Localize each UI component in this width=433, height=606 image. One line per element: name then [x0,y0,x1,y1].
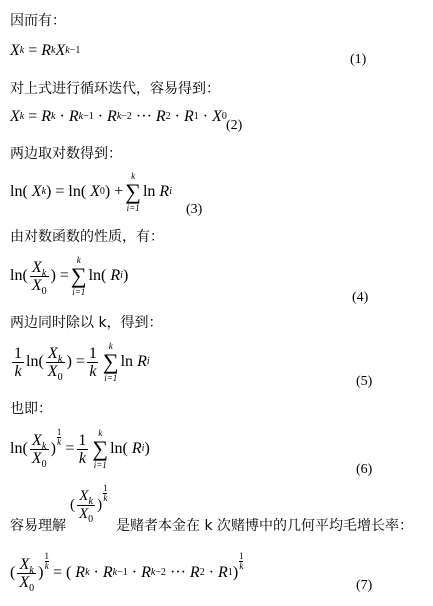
text-line-2: 对上式进行循环迭代，容易得到： [10,81,220,97]
exponent-1-over-k: 1 k [239,550,244,571]
equation-7: ( $\frac{X_k}{X_0}$ ) 1 k = ( R k · R k−1 · R k−2 ··· R 2 · R 1 ) 1 k [10,550,244,594]
summation-symbol: k ∑ i=1 [70,255,87,297]
text-line-7b: 是赌者本金在 k 次赌博中的几何平均毛增长率： [116,518,414,534]
equation-number-5: (5) [356,374,373,389]
equation-number-6: (6) [356,462,373,477]
equation-2: X k = R k · R k−1 · R k−2 ··· R 2 · R 1 · X 0 [10,108,227,125]
inline-expression: ( $\frac{X_k}{X_0}$ ) 1 k [70,483,108,525]
equation-number-7: (7) [356,578,373,593]
exponent-1-over-k: 1 k [56,426,62,447]
exponent-1-over-k: 1 k [103,483,108,503]
equation-6: ln( $\frac{X_k}{X_0}$ ) 1 k = $\frac{1}{k}$ k ∑ i=1 ln( R i ) [10,426,150,470]
fraction-xk-x0: $\frac{X_k}{X_0}$ [31,258,47,297]
equation-5: $\frac{1}{k}$ ln( $\frac{X_k}{X_0}$ ) = $\frac{1}{k}$ k ∑ i=1 ln R i [14,341,150,383]
fraction-xk-x0: $\frac{X_k}{X_0}$ [79,488,94,525]
equation-number-4: (4) [352,290,369,305]
fraction-xk-x0: $\frac{X_k}{X_0}$ [31,431,47,470]
exponent-1-over-k: 1 k [44,550,49,571]
text-line-1: 因而有： [10,13,66,29]
text-line-6: 也即： [10,401,52,417]
summation-symbol: k ∑ i=1 [125,171,141,213]
text-line-3: 两边取对数得到： [10,146,122,162]
fraction-1-k: $\frac{1}{k}$ [78,431,87,467]
summation-symbol: k ∑ i=1 [102,341,119,383]
text-line-7a: 容易理解 [10,518,66,534]
fraction-1-k: $\frac{1}{k}$ [88,344,97,380]
text-line-5: 两边同时除以 k，得到： [10,315,163,331]
equation-number-1: (1) [350,52,367,67]
summation-symbol: k ∑ i=1 [92,428,109,470]
fraction-xk-x0: $\frac{X_k}{X_0}$ [47,344,63,383]
equation-1: X k = R k X k−1 [10,42,81,59]
text-line-4: 由对数函数的性质，有： [10,229,164,245]
fraction-xk-x0: $\frac{X_k}{X_0}$ [19,555,35,594]
equation-number-3: (3) [186,202,203,217]
equation-3: ln( X k ) = ln( X 0 ) + k ∑ i=1 ln R i [10,171,172,213]
fraction-1-k: $\frac{1}{k}$ [14,344,22,380]
equation-number-2: (2) [226,118,243,133]
equation-4: ln( $\frac{X_k}{X_0}$ ) = k ∑ i=1 ln( R i ) [10,255,129,297]
